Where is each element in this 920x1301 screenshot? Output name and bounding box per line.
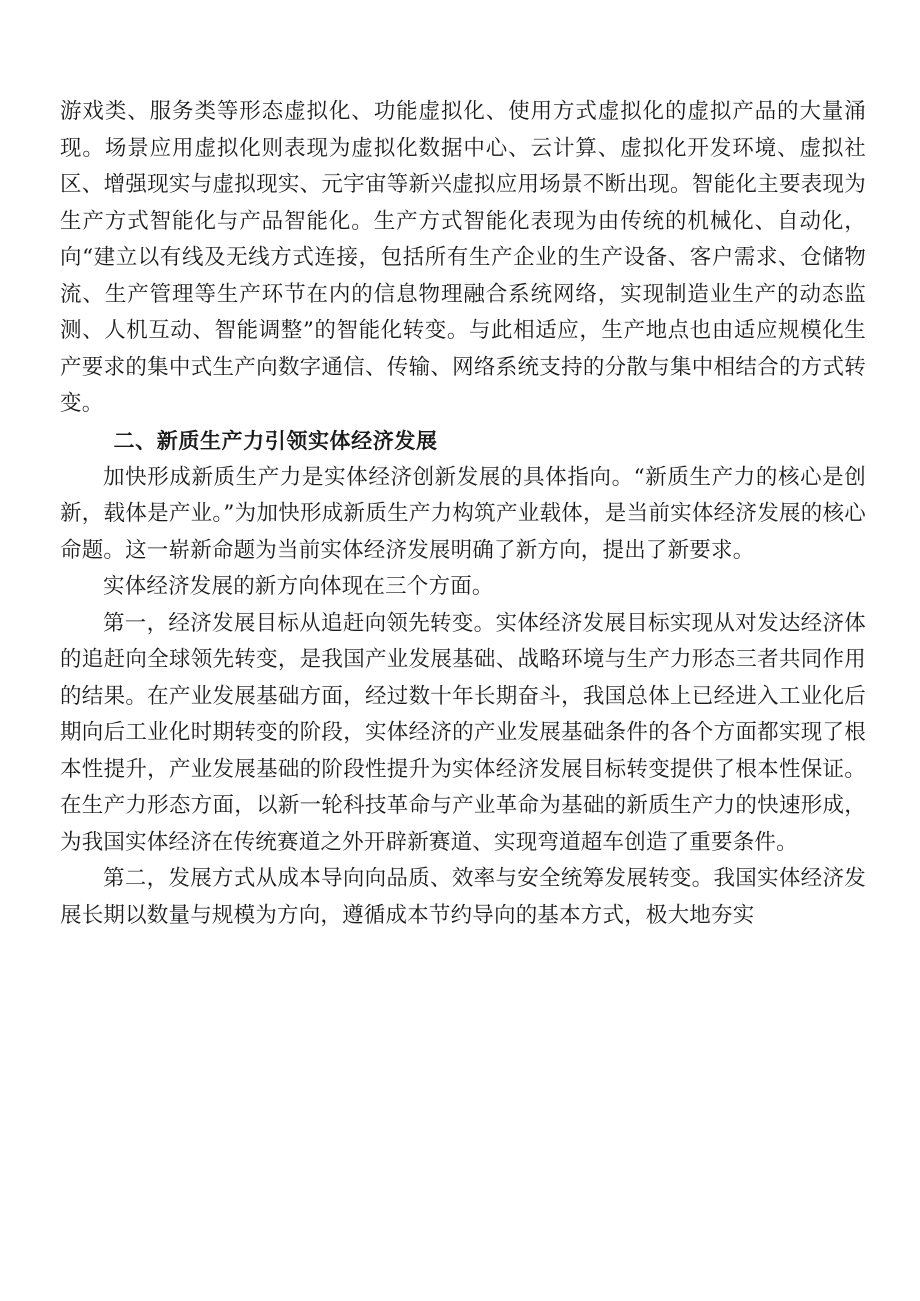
paragraph-second-point: 第二，发展方式从成本导向向品质、效率与安全统筹发展转变。我国实体经济发展长期以数量与规模为方向，遵循成本节约导向的基本方式，极大地夯实 xyxy=(60,866,866,928)
document-body xyxy=(60,94,866,934)
paragraph-three-directions: 实体经济发展的新方向体现在三个方面。 xyxy=(103,574,494,599)
paragraph-new-productivity: 加快形成新质生产力是实体经济创新发展的具体指向。“新质生产力的核心是创新，载体是产业。”为加快形成新质生产力构筑产业载体，是当前实体经济发展的核心命题。这一崭新命题为当前实体经济发展明确了新方向，提出了新要求。 xyxy=(60,464,866,563)
paragraph-continuation: 游戏类、服务类等形态虚拟化、功能虚拟化、使用方式虚拟化的虚拟产品的大量涌现。场景应用虚拟化则表现为虚拟化数据中心、云计算、虚拟化开发环境、虚拟社区、增强现实与虚拟现实、元宇宙等新兴虚拟应用场景不断出现。智能化主要表现为生产方式智能化与产品智能化。生产方式智能化表现为由传统的机械化、自动化，向“建立以有线及无线方式连接，包括所有生产企业的生产设备、客户需求、仓储物流、生产管理等生产环节在内的信息物理融合系统网络，实现制造业生产的动态监测、人机互动、智能调整”的智能化转变。与此相适应，生产地点也由适应规模化生产要求的集中式生产向数字通信、传输、网络系统支持的分散与集中相结合的方式转变。 xyxy=(60,99,866,416)
section-heading: 二、新质生产力引领实体经济发展 xyxy=(113,429,438,453)
paragraph-first-point: 第一，经济发展目标从追赶向领先转变。实体经济发展目标实现从对发达经济体的追赶向全球领先转变，是我国产业发展基础、战略环境与生产力形态三者共同作用的结果。在产业发展基础方面，经过数十年长期奋斗，我国总体上已经进入工业化后期向后工业化时期转变的阶段，实体经济的产业发展基础条件的各个方面都实现了根本性提升，产业发展基础的阶段性提升为实体经济发展目标转变提供了根本性保证。在生产力形态方面，以新一轮科技革命与产业革命为基础的新质生产力的快速形成，为我国实体经济在传统赛道之外开辟新赛道、实现弯道超车创造了重要条件。 xyxy=(60,610,866,855)
